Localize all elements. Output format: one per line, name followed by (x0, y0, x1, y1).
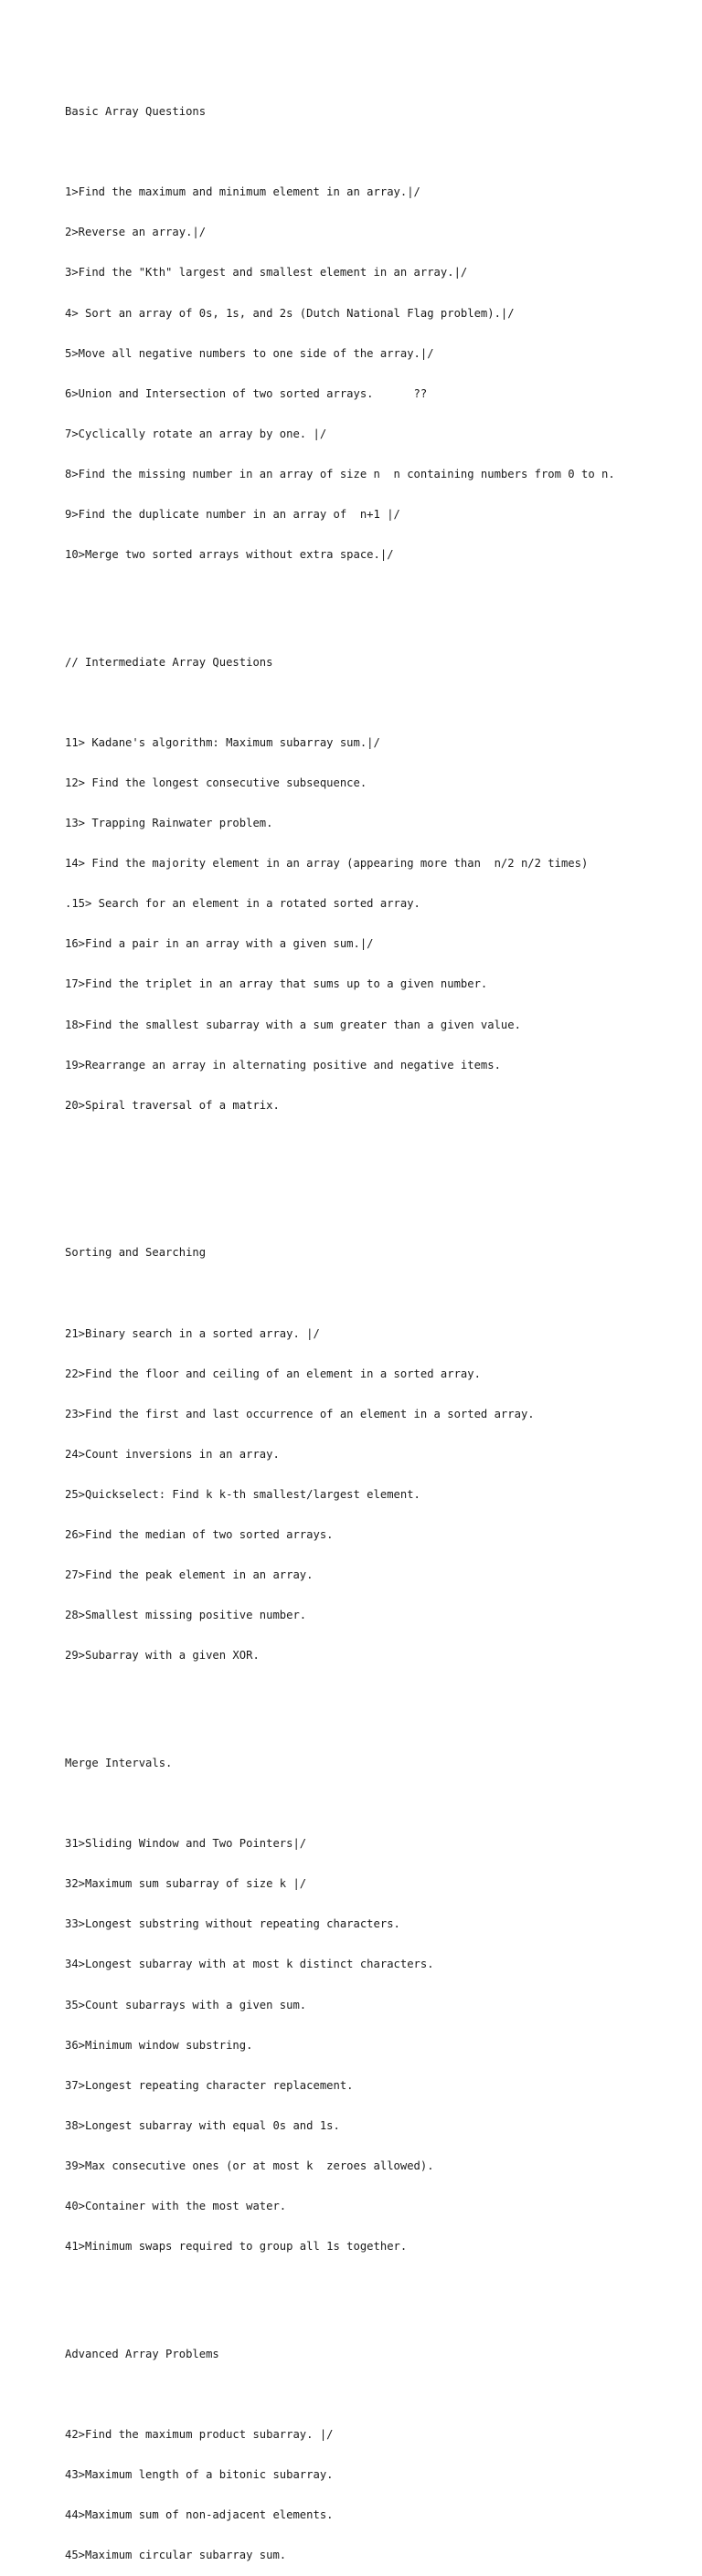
list-item: 35>Count subarrays with a given sum. (65, 1998, 307, 2011)
list-item: 2>Reverse an array.|/ (65, 226, 207, 239)
list-item: 19>Rearrange an array in alternating positive and negative items. (65, 1058, 501, 1072)
list-item: 1>Find the maximum and minimum element in an array.|/ (65, 185, 420, 199)
list-item: 42>Find the maximum product subarray. |/ (65, 2427, 334, 2441)
spacer (65, 1797, 686, 1811)
list-item: 8>Find the missing number in an array of size n n containing numbers from 0 to n. (65, 467, 615, 480)
list-item: 44>Maximum sum of non-adjacent elements. (65, 2508, 334, 2522)
spacer (65, 588, 686, 602)
list-item: 20>Spiral traversal of a matrix. (65, 1098, 280, 1112)
list-item: 21>Binary search in a sorted array. |/ (65, 1326, 320, 1340)
spacer (65, 2388, 686, 2402)
list-item: 3>Find the "Kth" largest and smallest element in an array.|/ (65, 266, 468, 280)
list-item: 43>Maximum length of a bitonic subarray. (65, 2467, 334, 2481)
list-item: 10>Merge two sorted arrays without extra space.|/ (65, 548, 394, 562)
list-item: 25>Quickselect: Find k k-th smallest/largest element. (65, 1488, 420, 1502)
list-item: 37>Longest repeating character replacement. (65, 2078, 354, 2092)
section-heading-basic-array: Basic Array Questions (65, 105, 207, 119)
spacer (65, 1287, 686, 1301)
list-item: 36>Minimum window substring. (65, 2038, 253, 2052)
list-item: 39>Max consecutive ones (or at most k zeroes allowed). (65, 2159, 434, 2172)
list-item: 9>Find the duplicate number in an array of n+1 |/ (65, 508, 400, 522)
section-heading-advanced: Advanced Array Problems (65, 2347, 219, 2360)
list-item: 26>Find the median of two sorted arrays. (65, 1528, 334, 1542)
list-item: 13> Trapping Rainwater problem. (65, 817, 273, 830)
list-item: 12> Find the longest consecutive subsequence. (65, 776, 367, 790)
list-item: 6>Union and Intersection of two sorted arrays. ?? (65, 386, 428, 400)
list-item: 33>Longest substring without repeating characters. (65, 1917, 400, 1931)
spacer (65, 2280, 686, 2294)
document-page (65, 65, 686, 2576)
spacer (65, 1179, 686, 1193)
list-item: 18>Find the smallest subarray with a sum greater than a given value. (65, 1018, 521, 1031)
list-item: 27>Find the peak element in an array. (65, 1568, 314, 1582)
list-item: 5>Move all negative numbers to one side of the array.|/ (65, 346, 434, 360)
spacer (65, 1689, 686, 1703)
list-item: 11> Kadane's algorithm: Maximum subarray sum.|/ (65, 735, 380, 749)
spacer (65, 696, 686, 710)
list-item: 32>Maximum sum subarray of size k |/ (65, 1877, 307, 1891)
list-item: 23>Find the first and last occurrence of an element in a sorted array. (65, 1407, 535, 1420)
list-item: 17>Find the triplet in an array that sums up to a given number. (65, 977, 488, 991)
list-item: 29>Subarray with a given XOR. (65, 1649, 260, 1663)
list-item: 16>Find a pair in an array with a given sum.|/ (65, 937, 374, 951)
list-item: 45>Maximum circular subarray sum. (65, 2549, 287, 2562)
section-heading-merge-intervals: Merge Intervals. (65, 1756, 173, 1769)
list-item: 38>Longest subarray with equal 0s and 1s. (65, 2118, 340, 2132)
list-item: 34>Longest subarray with at most k distinct characters. (65, 1958, 434, 1971)
list-item: 4> Sort an array of 0s, 1s, and 2s (Dutch National Flag problem).|/ (65, 306, 515, 320)
list-item: 31>Sliding Window and Two Pointers|/ (65, 1837, 307, 1851)
list-item: 41>Minimum swaps required to group all 1s together. (65, 2240, 408, 2254)
list-item: 24>Count inversions in an array. (65, 1447, 280, 1461)
list-item: 14> Find the majority element in an array (appearing more than n/2 n/2 times) (65, 857, 589, 871)
spacer (65, 1139, 686, 1153)
list-item: 28>Smallest missing positive number. (65, 1609, 307, 1622)
list-item: .15> Search for an element in a rotated sorted array. (65, 897, 420, 911)
spacer (65, 145, 686, 159)
list-item: 40>Container with the most water. (65, 2200, 287, 2213)
section-heading-intermediate: // Intermediate Array Questions (65, 655, 273, 669)
section-heading-sorting-searching: Sorting and Searching (65, 1246, 207, 1260)
list-item: 7>Cyclically rotate an array by one. |/ (65, 427, 327, 440)
list-item: 22>Find the floor and ceiling of an element in a sorted array. (65, 1367, 481, 1380)
